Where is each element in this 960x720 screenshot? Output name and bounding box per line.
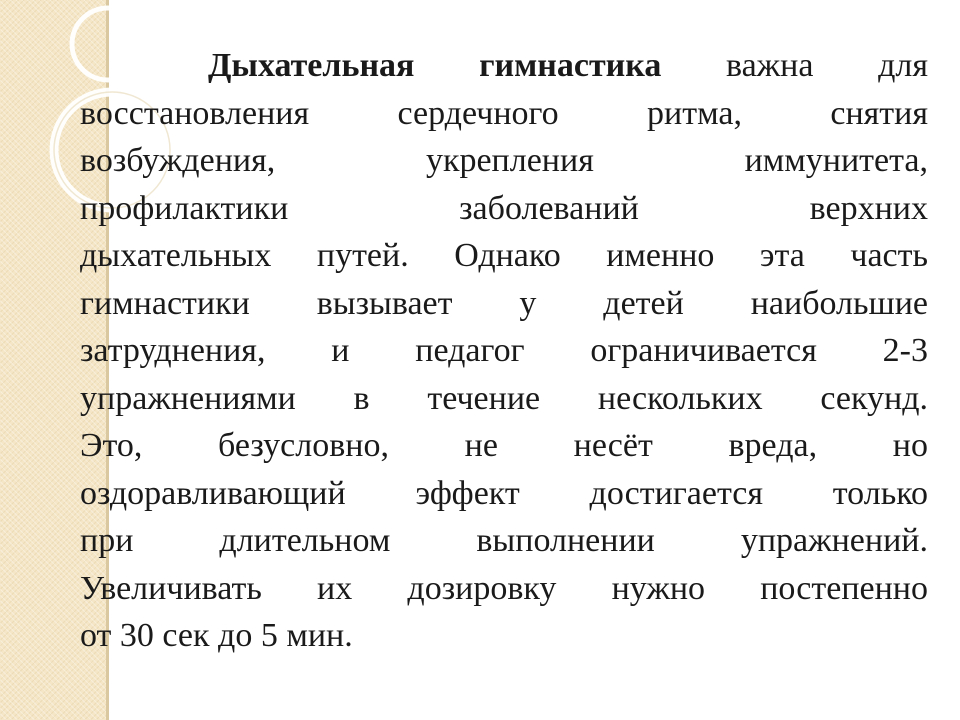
paragraph-line: Это, безусловно, не несёт вреда, но [80, 427, 928, 464]
paragraph-line: от 30 сек до 5 мин. [80, 617, 353, 654]
paragraph-line: при длительном выполнении упражнений. [80, 522, 928, 559]
paragraph-line: профилактики заболеваний верхних [80, 189, 928, 227]
paragraph-line: гимнастики вызывает у детей наибольшие [80, 284, 928, 322]
paragraph-line: затруднения, и педагог ограничивается 2-3 [80, 332, 928, 369]
paragraph-line: восстановления сердечного ритма, снятия [80, 94, 928, 132]
line-text: важна для [661, 47, 928, 84]
paragraph-line: Увеличивать их дозировку нужно постепенно [80, 569, 928, 607]
lead-phrase: Дыхательная гимнастика [208, 47, 662, 84]
paragraph-line: оздоравливающий эффект достигается только [80, 474, 928, 512]
paragraph-line [80, 42, 928, 90]
paragraph-line: упражнениями в течение нескольких секунд. [80, 379, 928, 417]
body-paragraph [80, 42, 928, 660]
paragraph-line: возбуждения, укрепления иммунитета, [80, 142, 928, 179]
paragraph-line: дыхательных путей. Однако именно эта часть [80, 237, 928, 274]
